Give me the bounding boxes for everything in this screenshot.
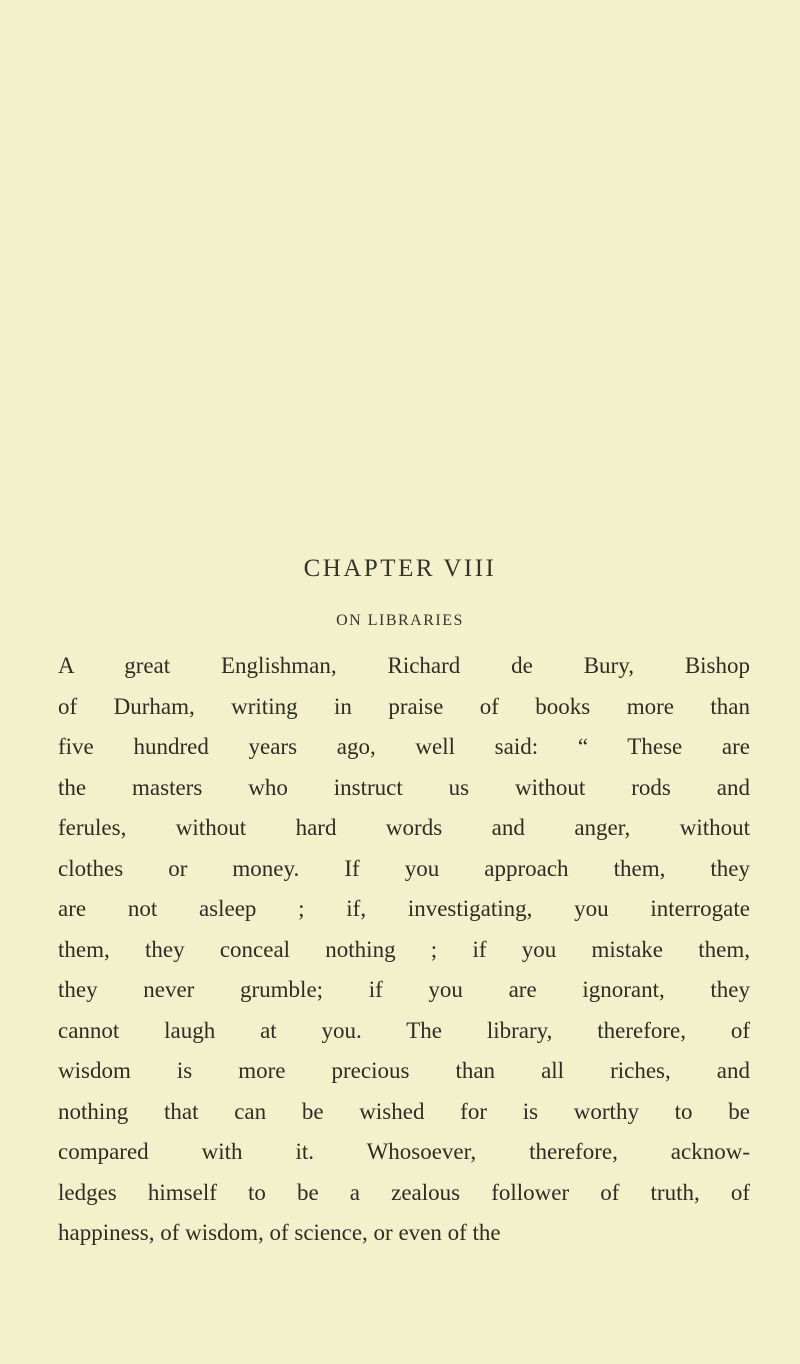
text-line: of Durham, writing in praise of books more than xyxy=(58,693,750,719)
text-line: ledges himself to be a zealous follower of truth, of xyxy=(58,1179,750,1205)
chapter-heading: CHAPTER VIII xyxy=(303,555,497,582)
text-line: wisdom is more precious than all riches, and xyxy=(58,1058,750,1083)
text-line: compared with it. Whosoever, therefore, acknow- xyxy=(58,1139,750,1164)
text-line: they never grumble; if you are ignorant, they xyxy=(58,977,750,1002)
chapter-subheading: ON LIBRARIES xyxy=(336,612,464,629)
text-line: them, they conceal nothing ; if you mistake them, xyxy=(58,936,750,962)
text-line: A great Englishman, Richard de Bury, Bishop xyxy=(58,653,750,678)
text-line: clothes or money. If you approach them, they xyxy=(58,855,750,881)
text-line: five hundred years ago, well said: “ These are xyxy=(58,734,750,759)
text-line: ferules, without hard words and anger, without xyxy=(58,815,750,840)
body-text xyxy=(58,646,750,1254)
text-line: cannot laugh at you. The library, therefore, of xyxy=(58,1017,750,1043)
text-line: nothing that can be wished for is worthy to be xyxy=(58,1098,750,1124)
text-line: happiness, of wisdom, of science, or even of the xyxy=(58,1220,501,1245)
text-line: the masters who instruct us without rods and xyxy=(58,774,750,800)
text-line: are not asleep ; if, investigating, you interrogate xyxy=(58,896,750,921)
